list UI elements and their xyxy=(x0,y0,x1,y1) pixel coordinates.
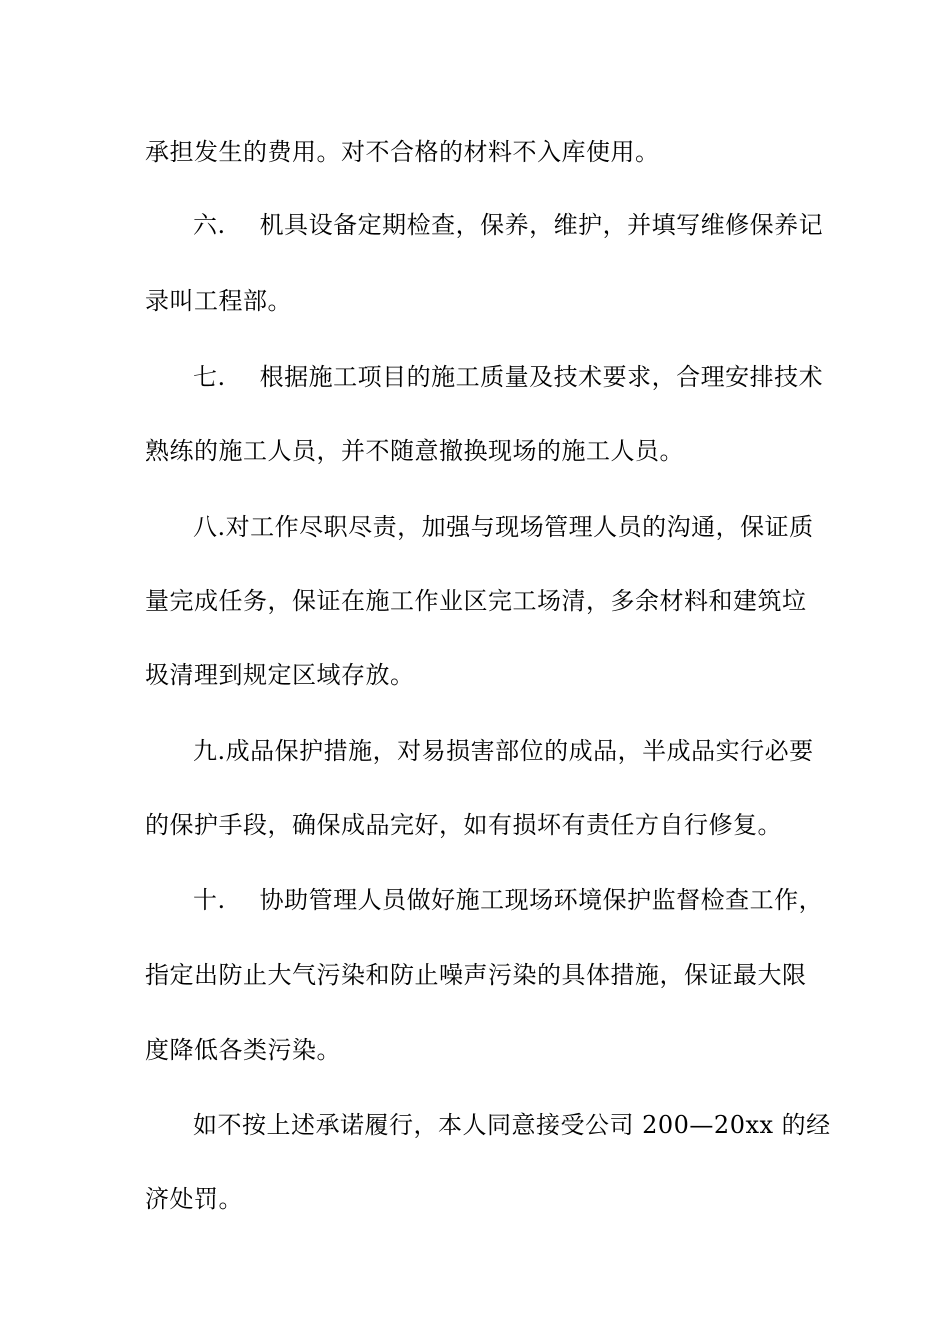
line-text: 协助管理人员做好施工现场环境保护监督检查工作， xyxy=(259,886,824,914)
paragraph-line xyxy=(145,286,292,316)
line-text: 度降低各类污染。 xyxy=(145,1036,341,1064)
line-text: 八.对工作尽职尽责，加强与现场管理人员的沟通，保证质 xyxy=(193,513,814,541)
paragraph-line xyxy=(145,436,684,466)
item-number: 六. xyxy=(193,211,226,239)
paragraph-line xyxy=(193,362,823,392)
item-number: 十. xyxy=(193,886,226,914)
paragraph-line xyxy=(145,1035,341,1065)
item-number: 七. xyxy=(193,363,226,391)
paragraph-line xyxy=(193,210,823,240)
paragraph-line xyxy=(145,137,660,167)
line-text: 根据施工项目的施工质量及技术要求，合理安排技术 xyxy=(259,363,824,391)
line-text: 九.成品保护措施，对易损害部位的成品，半成品实行必要 xyxy=(193,737,814,765)
line-text: 圾清理到规定区域存放。 xyxy=(145,661,415,689)
line-text: 济处罚。 xyxy=(145,1185,243,1213)
paragraph-line xyxy=(193,1110,831,1140)
line-text: 量完成任务，保证在施工作业区完工场清，多余材料和建筑垃 xyxy=(145,587,807,615)
paragraph-line xyxy=(145,1184,243,1214)
line-text: 如不按上述承诺履行，本人同意接受公司 200—20xx 的经 xyxy=(193,1111,831,1139)
paragraph-line xyxy=(193,512,814,542)
paragraph-line xyxy=(193,885,823,915)
paragraph-line xyxy=(145,810,782,840)
paragraph-line xyxy=(145,960,807,990)
line-text: 录叫工程部。 xyxy=(145,287,292,315)
paragraph-line xyxy=(145,660,415,690)
line-text: 熟练的施工人员，并不随意撤换现场的施工人员。 xyxy=(145,437,684,465)
line-text: 机具设备定期检查，保养，维护，并填写维修保养记 xyxy=(259,211,824,239)
line-text: 的保护手段，确保成品完好，如有损坏有责任方自行修复。 xyxy=(145,811,782,839)
line-text: 承担发生的费用。对不合格的材料不入库使用。 xyxy=(145,138,660,166)
line-text: 指定出防止大气污染和防止噪声污染的具体措施，保证最大限 xyxy=(145,961,807,989)
paragraph-line xyxy=(145,586,807,616)
paragraph-line xyxy=(193,736,814,766)
